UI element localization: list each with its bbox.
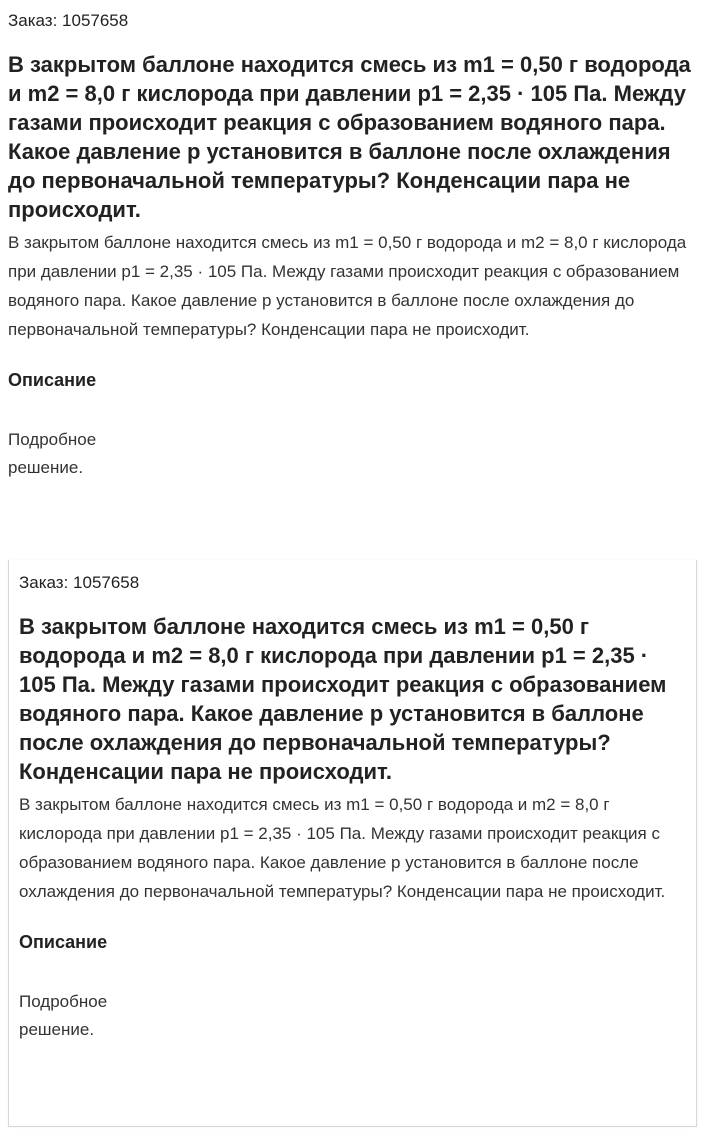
problem-title: В закрытом баллоне находится смесь из m1 = 0,50 г водорода и m2 = 8,0 г кислорода при давлении p1 = 2,35 · 105 Па. Между газами происходит реакция с образованием водяного пара. Какое давление p установится в баллоне после охлаждения до первоначальной температуры? Конденсации пара не происходит. [19,614,667,784]
problem-text: В закрытом баллоне находится смесь из m1 = 0,50 г водорода и m2 = 8,0 г кислорода при давлении p1 = 2,35 · 105 Па. Между газами происходит реакция с образованием водяного пара. Какое давление p установится в баллоне после охлаждения до первоначальной температуры? Конденсации пара не происходит. [8,233,687,339]
description-heading: Описание [8,370,97,390]
description-text: Подробное решение. [8,430,97,477]
order-card [8,10,693,482]
description-text: Подробное решение. [19,992,108,1039]
description-heading: Описание [19,932,108,952]
problem-title: В закрытом баллоне находится смесь из m1 = 0,50 г водорода и m2 = 8,0 г кислорода при давлении p1 = 2,35 · 105 Па. Между газами происходит реакция с образованием водяного пара. Какое давление p установится в баллоне после охлаждения до первоначальной температуры? Конденсации пара не происходит. [8,52,691,222]
problem-text: В закрытом баллоне находится смесь из m1 = 0,50 г водорода и m2 = 8,0 г кислорода при давлении p1 = 2,35 · 105 Па. Между газами происходит реакция с образованием водяного пара. Какое давление p установится в баллоне после охлаждения до первоначальной температуры? Конденсации пара не происходит. [19,795,666,901]
order-number: Заказ: 1057658 [8,11,129,30]
order-card-repeat [8,560,697,1127]
order-number: Заказ: 1057658 [19,573,140,592]
